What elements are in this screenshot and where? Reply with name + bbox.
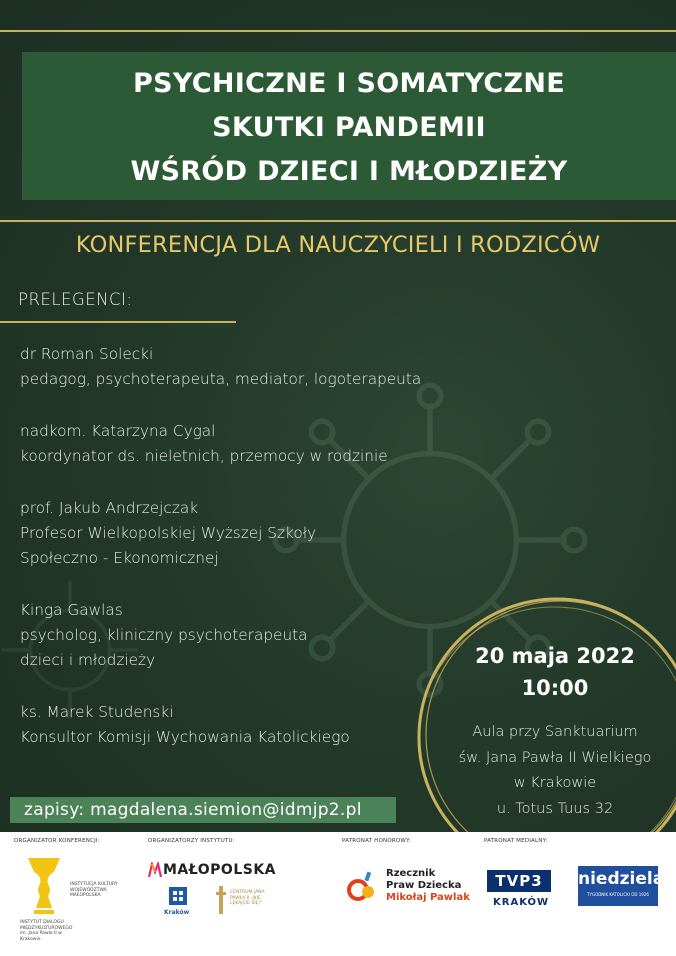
speaker-role: Społeczno - Ekonomicznej bbox=[20, 549, 219, 567]
title-line: WŚRÓD DZIECI I MŁODZIEŻY bbox=[130, 156, 568, 187]
event-info bbox=[430, 640, 676, 822]
niedziela-title: niedziela bbox=[578, 869, 665, 889]
speaker-entry bbox=[20, 598, 480, 673]
event-venue bbox=[430, 720, 676, 822]
speakers-label: PRELEGENCI: bbox=[18, 290, 133, 309]
signup-email-link[interactable]: zapisy: magdalena.siemion@idmjp2.pl bbox=[10, 797, 396, 823]
media-patronage-label: PATRONAT MEDIALNY: bbox=[484, 838, 548, 844]
speaker-role: Profesor Wielkopolskiej Wyższej Szkoły bbox=[20, 524, 317, 542]
centrum-jp2-logo-icon bbox=[216, 886, 226, 914]
rzecznik-line: Praw Dziecka bbox=[386, 880, 462, 891]
speaker-name: prof. Jakub Andrzejczak bbox=[20, 499, 199, 517]
speaker-role: dzieci i młodzieży bbox=[20, 651, 156, 669]
venue-line: Aula przy Sanktuarium bbox=[472, 724, 638, 740]
footer-logos bbox=[0, 832, 676, 956]
speakers-underline bbox=[0, 321, 236, 323]
event-date: 20 maja 2022 bbox=[475, 644, 635, 668]
rzecznik-text bbox=[386, 868, 470, 904]
event-time: 10:00 bbox=[521, 676, 589, 700]
tvp3-city: KRAKÓW bbox=[493, 897, 550, 908]
conference-title bbox=[22, 62, 676, 194]
tvp3-logo: TVP3 bbox=[487, 870, 551, 892]
krakow-crest-icon bbox=[168, 886, 188, 906]
speaker-name: dr Roman Solecki bbox=[20, 345, 154, 363]
venue-line: u. Totus Tuus 32 bbox=[496, 800, 614, 817]
rzecznik-name: Mikołaj Pawlak bbox=[386, 892, 470, 903]
honorary-patronage-label: PATRONAT HONOROWY: bbox=[342, 838, 411, 844]
title-line: SKUTKI PANDEMII bbox=[212, 112, 486, 143]
institute-name-text: INSTYTUT DIALOGU MIĘDZYKULTUROWEGO im. Jana Pawła II w Krakowie bbox=[20, 920, 73, 942]
speaker-name: Kinga Gawlas bbox=[20, 601, 123, 619]
speaker-role: Konsultor Komisji Wychowania Katolickiego bbox=[20, 728, 350, 746]
institute-logo-icon bbox=[26, 856, 62, 918]
malopolska-logo-icon bbox=[148, 862, 162, 878]
speaker-role: koordynator ds. nieletnich, przemocy w rodzinie bbox=[20, 447, 388, 465]
rzecznik-line: Rzecznik bbox=[386, 868, 436, 879]
speaker-entry bbox=[20, 419, 480, 469]
speaker-entry bbox=[20, 342, 480, 392]
centrum-jp2-text: CENTRUM JANA PAWŁA II „NIE LĘKAJCIE SIĘ!" bbox=[230, 890, 265, 906]
venue-line: św. Jana Pawła II Wielkiego bbox=[458, 749, 652, 766]
speaker-role: pedagog, psychoterapeuta, mediator, logoterapeuta bbox=[20, 370, 422, 388]
niedziela-logo bbox=[578, 866, 665, 906]
speaker-name: ks. Marek Studenski bbox=[20, 703, 174, 721]
venue-line: w Krakowie bbox=[513, 775, 597, 791]
institute-culture-text: INSTYTUCJA KULTURY WOJEWÓDZTWA MAŁOPOLSKA bbox=[70, 882, 118, 898]
speaker-role: psycholog, kliniczny psychoterapeuta bbox=[20, 626, 308, 644]
krakow-text: Kraków bbox=[164, 909, 190, 916]
speaker-entry bbox=[20, 700, 480, 750]
malopolska-text: MAŁOPOLSKA bbox=[163, 862, 277, 878]
organizer-label: ORGANIZATOR KONFERENCJI: bbox=[14, 838, 100, 844]
speakers-list bbox=[20, 342, 480, 777]
speaker-entry bbox=[20, 496, 480, 571]
title-line: PSYCHICZNE I SOMATYCZNE bbox=[133, 68, 565, 99]
rzecznik-logo-icon bbox=[346, 868, 380, 904]
speaker-name: nadkom. Katarzyna Cygal bbox=[20, 422, 216, 440]
institute-organizers-label: ORGANIZATORZY INSTYTUTU: bbox=[148, 838, 235, 844]
top-gold-line bbox=[0, 30, 676, 32]
niedziela-subtitle: TYGODNIK KATOLICKI OD 1926 bbox=[587, 892, 649, 897]
mid-gold-line bbox=[0, 220, 676, 222]
conference-subtitle: KONFERENCJA DLA NAUCZYCIELI I RODZICÓW bbox=[75, 232, 601, 258]
